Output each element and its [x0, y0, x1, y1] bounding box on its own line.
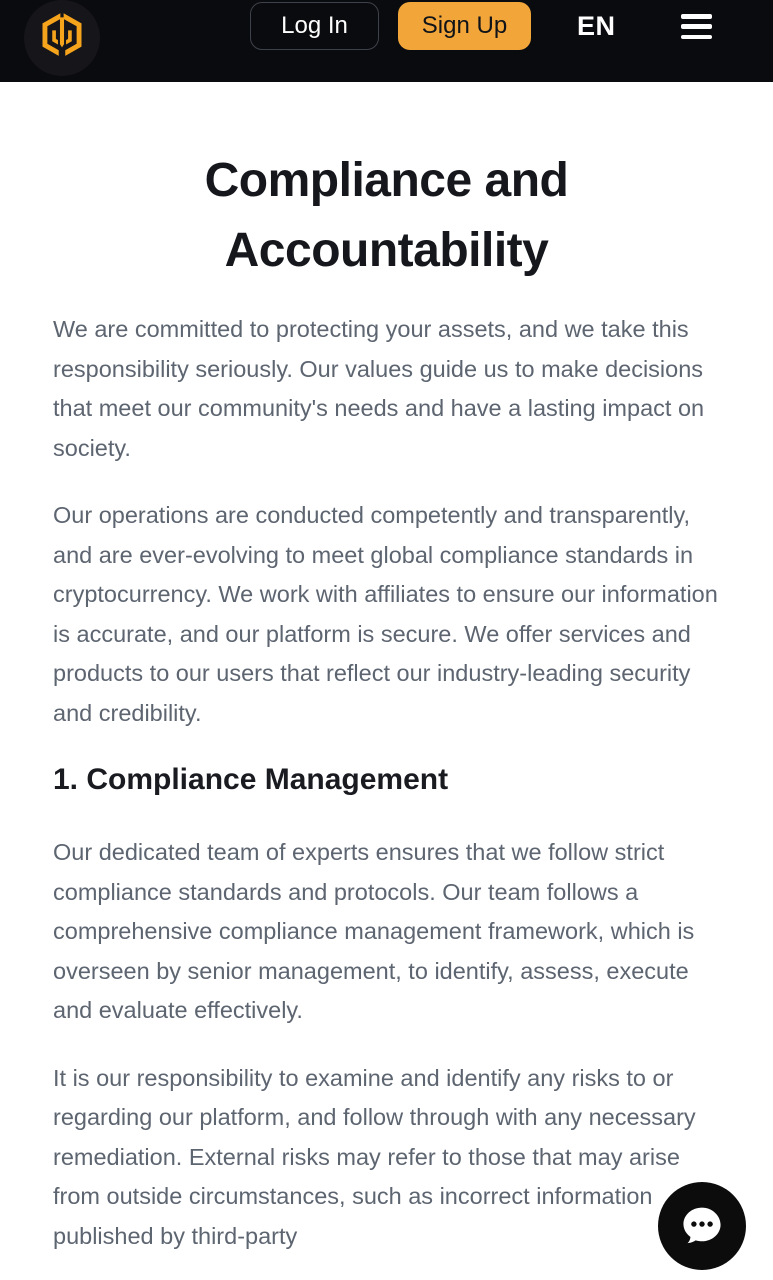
hexagon-logo-icon	[36, 10, 88, 67]
hamburger-menu-icon[interactable]	[681, 14, 713, 39]
chat-launcher-button[interactable]	[658, 1182, 746, 1270]
section-paragraph: Our dedicated team of experts ensures that we follow strict compliance standards and protocols. Our team follows a comprehensive compliance management framework, which is overseen by senior management, to identify, assess, execute and evaluate effectively.	[53, 839, 695, 1023]
intro-paragraph: We are committed to protecting your assets, and we take this responsibility seriously. Our values guide us to make decisions that meet our community's needs and have a lasting impact on society.	[53, 316, 705, 461]
intro-paragraph: Our operations are conducted competently and transparently, and are ever-evolving to meet global compliance standards in cryptocurrency. We work with affiliates to ensure our information is accurate, and our platform is secure. We offer services and products to our users that reflect our industry-leading security and credibility.	[53, 502, 718, 726]
main-content	[0, 82, 773, 1256]
section-paragraph: It is our responsibility to examine and identify any risks to or regarding our platform, and follow through with any necessary remediation. External risks may refer to those that may arise from outside circumstances, such as incorrect information published by third-party	[53, 1064, 696, 1249]
brand-logo[interactable]	[24, 0, 100, 76]
page-title: Compliance and Accountability	[204, 154, 569, 277]
chat-bubble-icon	[675, 1198, 729, 1255]
site-header	[0, 0, 773, 82]
login-button[interactable]: Log In	[250, 2, 379, 50]
signup-button[interactable]: Sign Up	[398, 2, 531, 50]
language-switcher[interactable]: EN	[577, 11, 616, 41]
section-heading-compliance-management: 1. Compliance Management	[53, 763, 449, 796]
